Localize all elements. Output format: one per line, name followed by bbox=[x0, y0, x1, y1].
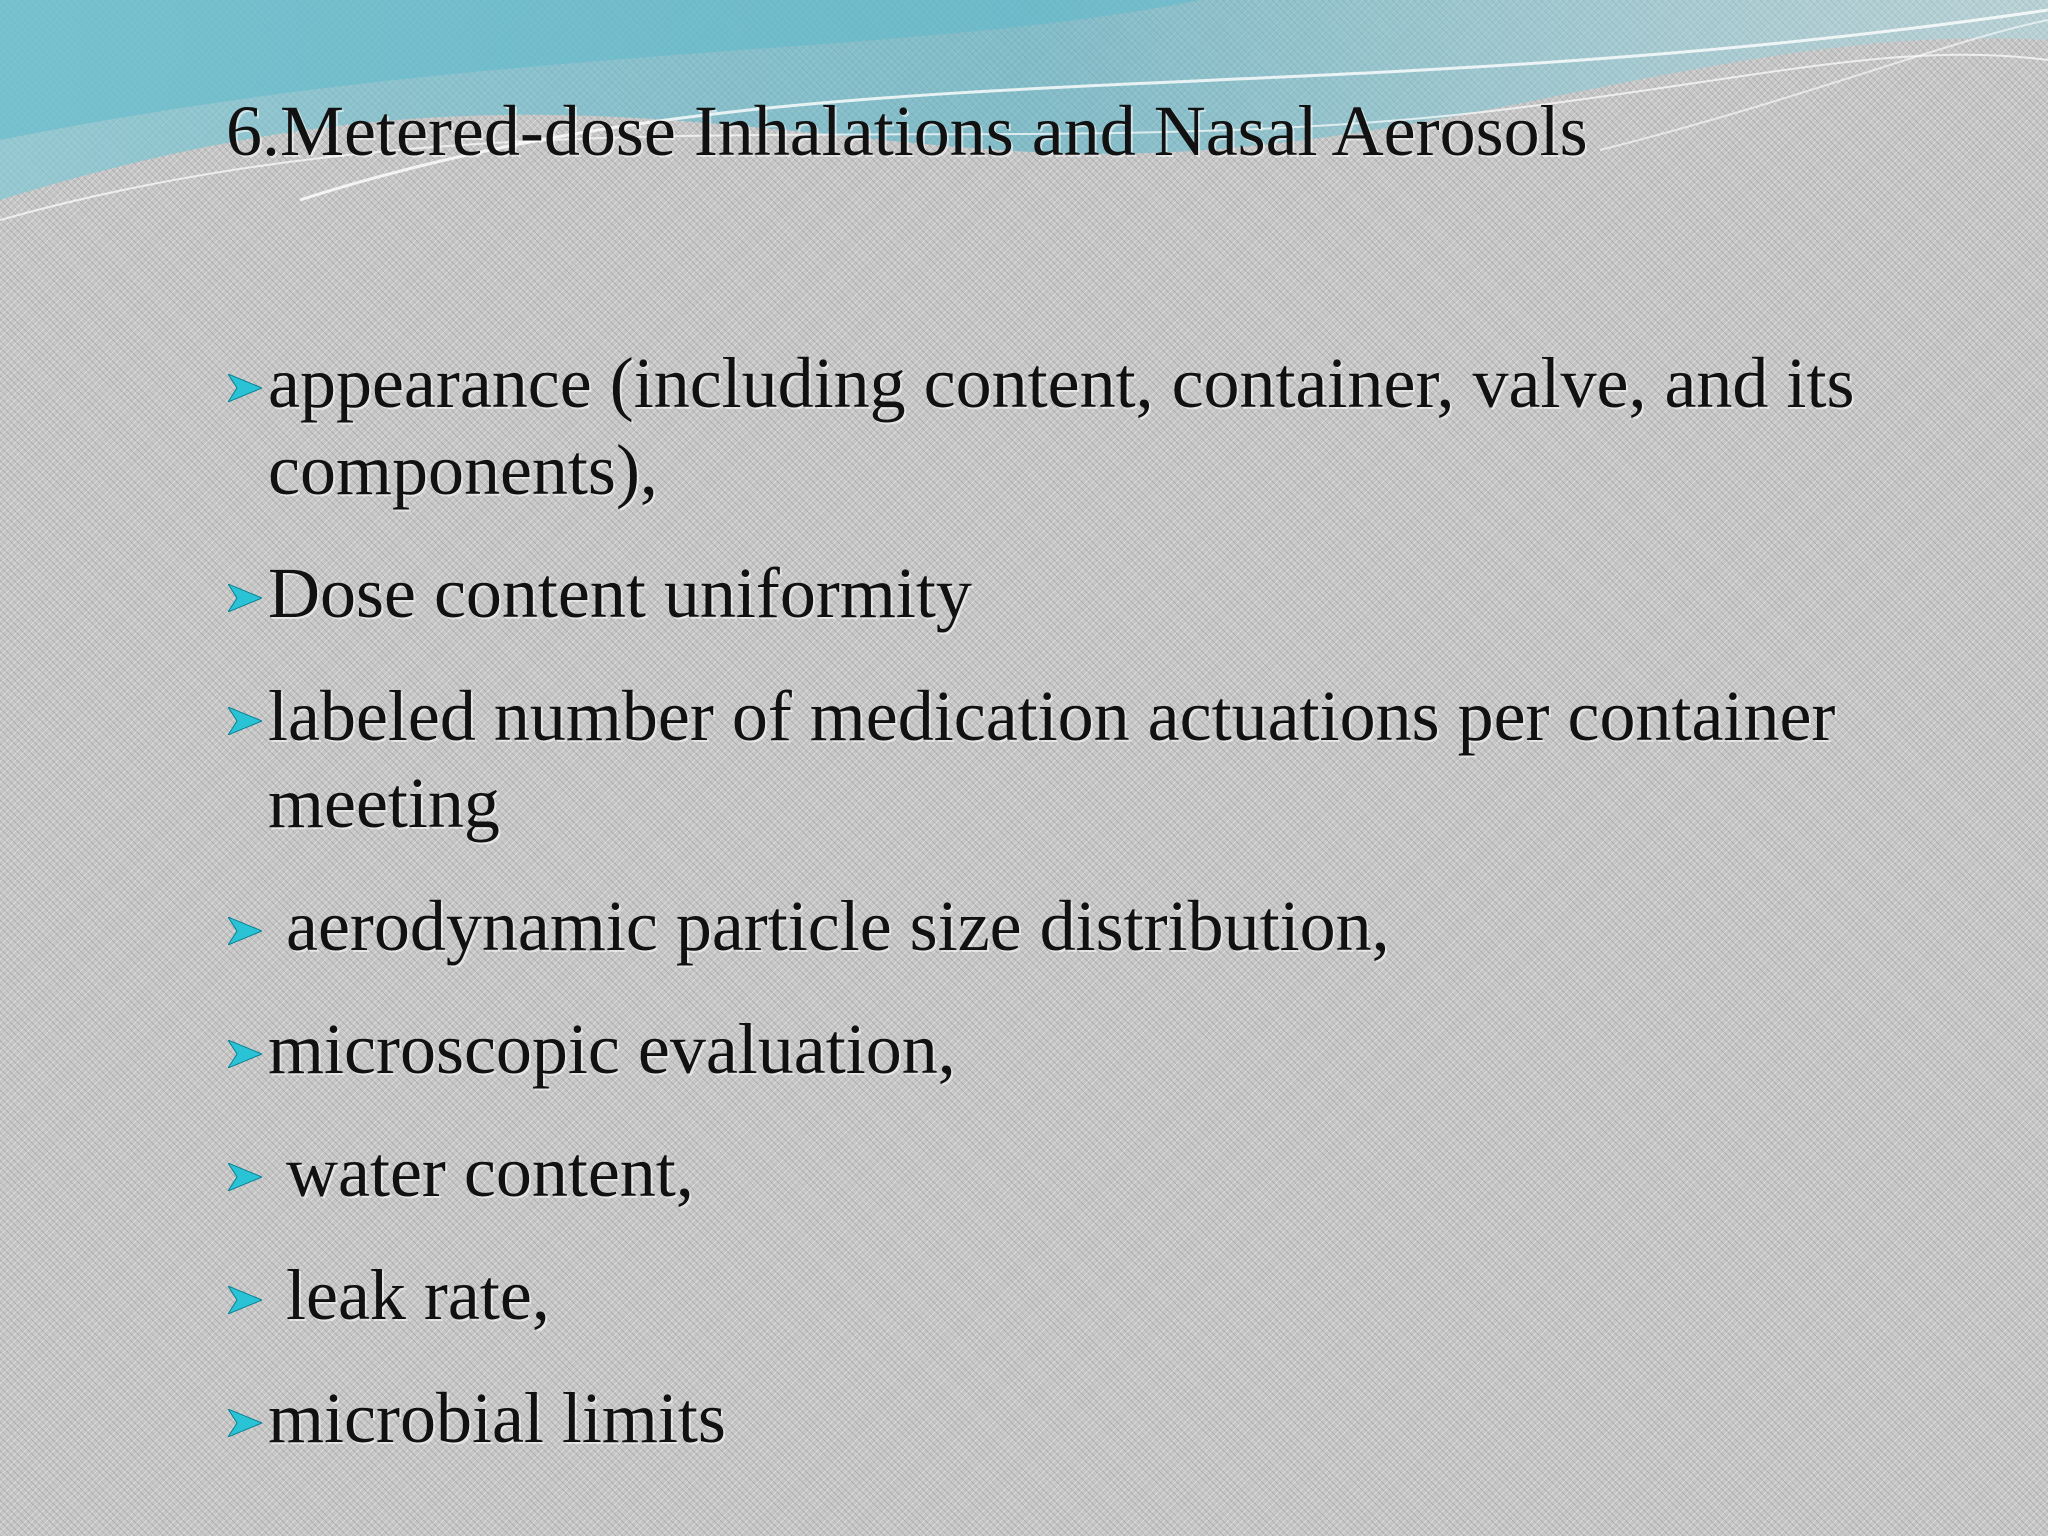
arrow-icon bbox=[228, 374, 262, 402]
arrow-icon bbox=[228, 1409, 262, 1437]
bullet-text: microbial limits bbox=[268, 1378, 726, 1458]
list-item bbox=[226, 883, 2006, 970]
bullet-text: leak rate, bbox=[286, 1255, 550, 1335]
list-item bbox=[226, 1006, 2006, 1093]
bullet-list bbox=[226, 340, 2006, 1498]
bullet-text: labeled number of medication actuations per container meeting bbox=[268, 676, 1836, 843]
arrow-icon bbox=[228, 917, 262, 945]
bullet-text: aerodynamic particle size distribution, bbox=[286, 886, 1390, 966]
arrow-icon bbox=[228, 707, 262, 735]
bullet-text: microscopic evaluation, bbox=[268, 1009, 956, 1089]
bullet-text: Dose content uniformity bbox=[268, 553, 972, 633]
arrow-icon bbox=[228, 1040, 262, 1068]
bullet-text: water content, bbox=[286, 1132, 694, 1212]
list-item bbox=[226, 550, 2006, 637]
arrow-icon bbox=[228, 1163, 262, 1191]
list-item bbox=[226, 340, 2006, 514]
list-item bbox=[226, 1375, 2006, 1462]
slide-title: 6.Metered-dose Inhalations and Nasal Aerosols bbox=[226, 91, 1588, 171]
arrow-icon bbox=[228, 584, 262, 612]
bullet-text: appearance (including content, container, valve, and its components), bbox=[268, 343, 1855, 510]
arrow-icon bbox=[228, 1286, 262, 1314]
list-item bbox=[226, 1129, 2006, 1216]
list-item bbox=[226, 1252, 2006, 1339]
list-item bbox=[226, 673, 2006, 847]
